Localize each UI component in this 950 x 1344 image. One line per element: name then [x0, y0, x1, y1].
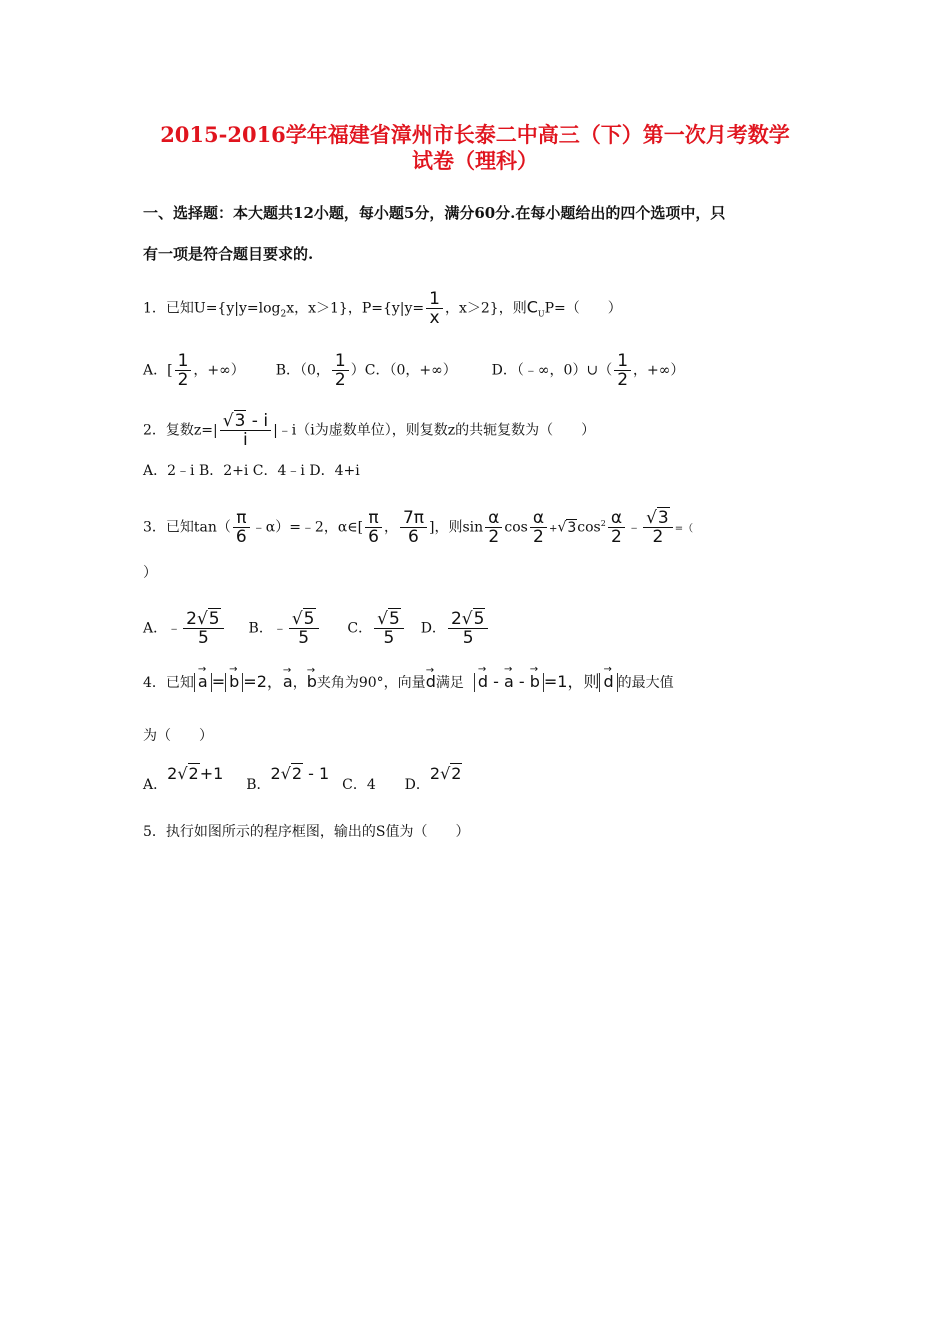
- q4-vector-a: → a: [198, 672, 208, 691]
- q4-abs-a: [194, 673, 212, 692]
- q4-option-b-expr: [271, 764, 330, 783]
- exam-title-line2: 试卷（理科）: [412, 148, 538, 173]
- q1-b-den: 2: [334, 370, 346, 390]
- q3-a-num: [183, 610, 224, 629]
- q4-option-a-expr: [167, 764, 223, 783]
- q3-f4-den: 2: [488, 527, 500, 547]
- q3-option-d-frac: [448, 610, 489, 647]
- question-3-options: [143, 610, 490, 647]
- q3-b-radicand: 5: [303, 609, 315, 629]
- q3-d-den: 5: [462, 628, 474, 648]
- q3-frac-7: [608, 509, 625, 546]
- q3-option-c: C．: [347, 620, 373, 637]
- q3-frac-5: [530, 509, 547, 546]
- q2-sqrt: √3: [222, 411, 246, 431]
- q1-a-num: 1: [175, 352, 192, 371]
- q3-b-sqrt: √5: [291, 609, 315, 629]
- q3-text-3: ，: [383, 519, 398, 536]
- q4-vector-b: → b: [229, 672, 239, 691]
- q1-complement-symbol: C: [526, 297, 538, 317]
- q1-text-2: x，x＞1}，P={y|y=: [286, 300, 425, 317]
- q3-minus: ﹣: [627, 519, 642, 536]
- q4-vector-b-2: → b: [307, 672, 317, 691]
- q3-text-9: =（: [674, 523, 694, 535]
- q4-b-post: - 1: [303, 764, 330, 783]
- q4-a-post: +1: [199, 764, 224, 783]
- question-1-stem: [143, 290, 622, 327]
- q3-f3-num: 7π: [400, 509, 427, 528]
- q4-b-sqrt: √2: [280, 764, 303, 783]
- q3-option-b: B．﹣: [248, 620, 287, 637]
- q1-b-num: 1: [332, 352, 349, 371]
- q3-text-4: ]，则sin: [429, 519, 484, 536]
- q3-f1-den: 6: [235, 527, 247, 547]
- q4-option-d-expr: [430, 764, 463, 783]
- q3-option-a-frac: [183, 610, 224, 647]
- q3-f8-den: 2: [652, 527, 664, 547]
- q3-f7-den: 2: [611, 527, 622, 547]
- q3-f2-num: π: [365, 509, 382, 528]
- q1-fraction: [426, 290, 443, 327]
- q4-d-radicand: 2: [451, 764, 462, 783]
- section-instructions-line2: 有一项是符合题目要求的.: [143, 245, 314, 263]
- q4-b-radicand: 2: [291, 764, 303, 783]
- q2-fraction: [220, 412, 271, 449]
- q3-a-coef: 2: [186, 609, 197, 629]
- q3-c-den: 5: [383, 628, 395, 648]
- q4-option-b: B．: [246, 777, 271, 793]
- q4-d-sqrt: √2: [440, 764, 462, 783]
- q3-frac-4: [485, 509, 502, 546]
- q3-a-den: 5: [197, 628, 209, 648]
- q3-sqrt-3-radicand: 3: [567, 519, 577, 536]
- q4-d-coef: 2: [429, 764, 441, 783]
- q4-option-c: C．4: [342, 777, 376, 793]
- q4-comma: ，: [292, 675, 307, 691]
- q3-b-den: 5: [298, 628, 310, 648]
- q2-frac-den: i: [243, 430, 248, 450]
- q3-option-a: A．﹣: [143, 620, 182, 637]
- q3-frac-2: [365, 509, 382, 546]
- q3-c-num: [374, 610, 404, 629]
- q3-d-coef: 2: [450, 609, 462, 629]
- q3-b-num: [289, 610, 319, 629]
- question-4-line2: 为（ ）: [143, 728, 213, 744]
- q1-option-d-frac: [614, 352, 631, 389]
- q3-frac-1: [233, 509, 250, 546]
- q3-option-b-frac: [289, 610, 319, 647]
- q4-b-coef: 2: [270, 764, 281, 783]
- q4-abs-d-a-b: [474, 673, 544, 692]
- q3-option-d: D．: [420, 620, 446, 637]
- q3-f7-num: α: [608, 509, 625, 528]
- q4-minus-2: -: [513, 672, 530, 691]
- q4-text-2: 夹角为90°，向量: [316, 675, 426, 691]
- q1-option-b-1: B．（0，: [275, 362, 330, 379]
- q1-option-a-frac: [175, 352, 192, 389]
- section-instructions-line1: 一、选择题：本大题共12小题，每小题5分，满分60分.在每小题给出的四个选项中，只: [143, 204, 726, 222]
- q4-equals: =: [211, 672, 226, 691]
- q3-frac-3: [400, 509, 427, 546]
- q1-d-num: 1: [614, 352, 631, 371]
- q3-f1-num: π: [233, 509, 250, 528]
- q3-f5-den: 2: [533, 527, 544, 547]
- q4-abs-b: [225, 673, 243, 692]
- q4-vector-d: → d: [426, 672, 436, 691]
- q3-frac-8: [643, 509, 673, 546]
- q4-option-d: D．: [404, 777, 430, 793]
- question-4-stem: [143, 672, 674, 693]
- q4-equals-3: =1，则: [543, 672, 600, 691]
- q1-text-4: P=（ ）: [544, 300, 622, 317]
- q4-vector-d-2: → d: [478, 672, 488, 691]
- q4-minus-1: -: [488, 672, 504, 691]
- q3-a-radicand: 5: [208, 609, 220, 629]
- q3-text-5: cos: [504, 519, 528, 536]
- question-3-close-paren: ）: [143, 565, 157, 581]
- exam-title-line1: 2015-2016学年福建省漳州市长泰二中高三（下）第一次月考数学: [160, 122, 790, 147]
- q1-text-1: 1．已知U={y|y=log: [143, 300, 281, 317]
- q2-num-rest: - i: [246, 411, 269, 431]
- q1-frac-num: 1: [426, 290, 443, 309]
- q4-abs-d: [599, 673, 617, 692]
- question-2-stem: [143, 412, 595, 449]
- q2-text-1: 2．复数z=|: [143, 422, 218, 439]
- q1-a-den: 2: [177, 370, 189, 390]
- q1-d-den: 2: [617, 370, 629, 390]
- q2-frac-num: [220, 412, 271, 431]
- q1-option-d-1: D．（﹣∞，0）∪（: [491, 362, 613, 379]
- q4-a-sqrt: √2: [177, 764, 199, 783]
- question-4-options: [143, 764, 462, 795]
- q3-cos: cos: [577, 519, 601, 536]
- q3-f3-den: 6: [408, 527, 419, 547]
- q3-d-sqrt: √5: [461, 609, 485, 629]
- q3-f8-sqrt: √3: [646, 508, 669, 528]
- q1-option-bc: ）C．（0，+∞）: [350, 362, 457, 379]
- q4-option-a: A．: [143, 777, 168, 793]
- q3-d-radicand: 5: [473, 609, 485, 629]
- q3-sqrt-3: √3: [557, 519, 577, 536]
- q3-c-radicand: 5: [388, 609, 400, 629]
- q1-text-3: ，x＞2}，则: [444, 300, 527, 317]
- q1-option-a-2: ，+∞）: [193, 362, 245, 379]
- q3-d-num: [448, 610, 489, 629]
- q3-a-sqrt: √5: [196, 609, 220, 629]
- q3-c-sqrt: √5: [377, 609, 400, 629]
- q1-log-base: 2: [280, 309, 287, 320]
- question-2-options: A．2﹣i B．2+i C．4﹣i D．4+i: [143, 463, 360, 479]
- q2-text-2: |﹣i（i为虚数单位），则复数z的共轭复数为（ ）: [273, 422, 596, 439]
- q4-text-3: 满足: [435, 675, 464, 691]
- q4-vector-b-3: → b: [530, 672, 540, 691]
- q3-cos-power: 2: [600, 518, 606, 528]
- q3-plus: +: [549, 523, 558, 535]
- q4-a-radicand: 2: [188, 764, 199, 783]
- q3-f8-num: [643, 509, 673, 528]
- q3-f4-num: α: [485, 509, 502, 528]
- q3-f8-radicand: 3: [657, 508, 669, 528]
- q4-a-coef: 2: [167, 764, 178, 783]
- q4-equals-2: =2，: [243, 672, 283, 691]
- q1-frac-den: x: [429, 308, 440, 328]
- question-1-options: [143, 352, 684, 389]
- q3-text-1: 3．已知tan（: [143, 519, 231, 536]
- q3-f5-num: α: [530, 509, 547, 528]
- q3-option-c-frac: [374, 610, 404, 647]
- q3-text-2: ﹣α）=﹣2，α∈[: [251, 519, 364, 536]
- q4-text-4: 的最大值: [617, 675, 674, 691]
- q2-radicand: 3: [234, 411, 246, 431]
- q4-vector-a-3: → a: [504, 672, 514, 691]
- q1-option-b-frac: [332, 352, 349, 389]
- q4-vector-a-2: → a: [283, 672, 293, 691]
- q1-option-a-1: A．[: [143, 362, 173, 379]
- q4-vector-d-3: → d: [603, 672, 613, 691]
- q3-f2-den: 6: [368, 527, 379, 547]
- question-3-stem: [143, 509, 693, 546]
- question-5-stem: 5．执行如图所示的程序框图，输出的S值为（ ）: [143, 824, 470, 840]
- q4-text-1: 4．已知: [143, 675, 194, 691]
- q1-complement-sub: U: [537, 309, 545, 319]
- q1-option-d-2: ，+∞）: [633, 362, 685, 379]
